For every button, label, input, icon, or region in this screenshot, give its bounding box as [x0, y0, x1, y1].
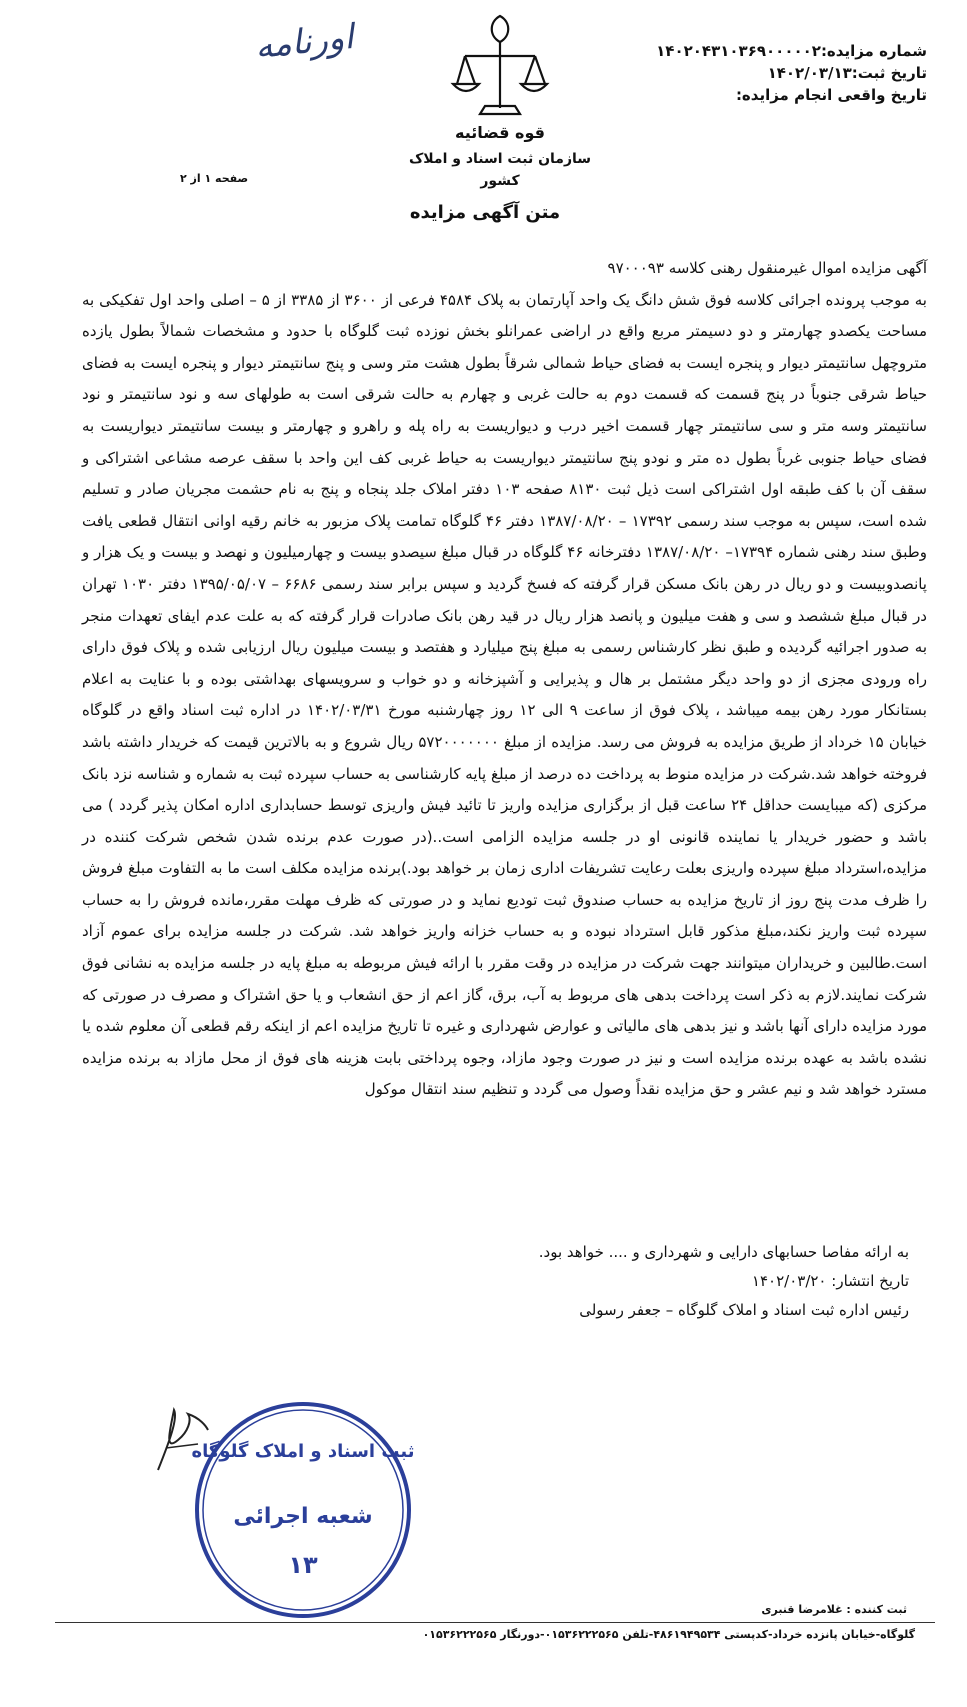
typist-note: ثبت کننده : غلامرضا قنبری	[761, 1603, 907, 1616]
office-stamp	[188, 1395, 418, 1625]
notice-body	[82, 253, 927, 1106]
page-number: صفحه ۱ از ۲	[180, 172, 249, 185]
stamp-line-1: ثبت اسناد و املاک گلوگاه	[191, 1441, 415, 1462]
publication-date-row	[82, 1267, 909, 1296]
notice-heading: آگهی مزایده اموال غیرمنقول رهنی کلاسه ۹۷۰۰۰۹۳	[607, 259, 927, 277]
document-title: متن آگهی مزایده	[409, 202, 561, 223]
footer-divider	[55, 1622, 935, 1623]
emblem-text: قوه قضائیه	[454, 123, 546, 142]
registration-date: ۱۴۰۲/۰۳/۱۳	[767, 64, 852, 82]
actual-date-label: تاریخ واقعی انجام مزایده:	[735, 86, 927, 104]
judiciary-emblem-icon	[445, 10, 555, 160]
handwritten-note: اورنامه	[253, 16, 356, 68]
auction-number-label: شماره مزایده:	[820, 42, 927, 60]
stamp-line-3: ۱۳	[288, 1551, 318, 1579]
registration-date-label: تاریخ ثبت:	[851, 64, 927, 82]
notice-closing	[82, 1238, 909, 1325]
closing-line: به ارائه مفاصا حسابهای دارایی و شهرداری و .... خواهد بود.	[538, 1243, 909, 1261]
auction-number: ۱۴۰۲۰۴۳۱۰۳۶۹۰۰۰۰۰۲	[656, 42, 821, 60]
registration-date-row	[627, 62, 927, 84]
publication-date-label: تاریخ انتشار:	[831, 1272, 909, 1290]
auction-meta	[627, 40, 927, 106]
signatory: رئیس اداره ثبت اسناد و املاک گلوگاه – جعفر رسولی	[579, 1301, 909, 1319]
footer-address: گلوگاه-خیابان پانزده خرداد-کدپستی ۴۸۶۱۹۴۹۵۳۴-تلفن ۰۱۵۳۶۲۲۲۵۶۵-دورنگار ۰۱۵۳۶۲۲۲۵۶۵	[422, 1628, 915, 1641]
notice-paragraph: به موجب پرونده اجرائی کلاسه فوق شش دانگ یک واحد آپارتمان به پلاک ۴۵۸۴ فرعی از ۳۶۰۰ از ۳۳۸۵ از ۵ – اصلی واحد اول تفکیکی به مساحت یکصدو چهارمتر و دو دسیمتر مربع واقع در اراضی عمرانلو بخش نوزده ثبت گلوگاه با حدود و مشخصات شمالاً بطول یازده متروچهل سانتیمتر دیوار و پنجره ایست به فضای حیاط شمالی شرقاً بطول هشت متر وسی و پنج سانتیمتر دیوار و پنجره ایست به فضای حیاط شرقی جنوباً در پنج قسمت که قسمت دوم به حالت غربی و چهارم به حالت شرقی است به طولهای سه و نود سانتیمتر و نود سانتیمتر وسه متر و سی سانتیمتر چهار قسمت اخیر درب و دیواریست به راه پله و راهرو و چهارمتر و بیست سانتیمتر دیواریست به فضای حیاط جنوبی غرباً بطول ده متر و نودو پنج سانتیمتر دیواریست به حیاط غربی کف این واحد با سقف عرصه مشاعی اشتراکی و سقف آن با کف طبقه اول اشتراکی است ذیل ثبت ۸۱۳۰ صفحه ۱۰۳ دفتر املاک جلد پنجاه و پنج به نام حشمت مجریان صادر و تسلیم شده است، سپس به موجب سند رسمی ۱۷۳۹۲ – ۱۳۸۷/۰۸/۲۰ دفتر ۴۶ گلوگاه تمامت پلاک مزبور به خانم رقیه اوانی انتقال قطعی یافت وطبق سند رهنی شماره ۱۷۳۹۴– ۱۳۸۷/۰۸/۲۰ دفترخانه ۴۶ گلوگاه در قبال مبلغ سیصدو بیست و چهارمیلیون و نهصد و بیست و یک هزار و پانصدوبیست و دو ریال در رهن بانک مسکن قرار گرفته که فسخ گردید و سپس برابر سند رسمی ۶۶۸۶ – ۱۳۹۵/۰۵/۰۷ دفتر ۱۰۳۰ تهران در قبال مبلغ ششصد و سی و هفت میلیون و پانصد هزار ریال در قید رهن بانک صادرات قرار گرفته که به علت عدم ایفای تعهدات منجر به صدور اجرائیه گردیده و طبق نظر کارشناس رسمی به مبلغ پنج میلیارد و هفتصد و بیست میلیون ریال ارزیابی شده و پلاک فوق دارای راه ورودی مجزی از دو واحد دیگر مشتمل بر هال و پذیرایی و آشپزخانه و دو خواب و سرویسهای بهداشتی بوده و با عنایت به اعلام بستانکار مورد رهن بیمه میباشد ، پلاک فوق از ساعت ۹ الی ۱۲ روز چهارشنبه مورخ ۱۴۰۲/۰۳/۳۱ در اداره ثبت اسناد واقع در گلوگاه خیابان ۱۵ خرداد از طریق مزایده به فروش می رسد. مزایده از مبلغ ۵۷۲۰۰۰۰۰۰۰ ریال شروع و به بالاترین قیمت که خریدار داشته باشد فروخته خواهد شد.شرکت در مزایده منوط به پرداخت ده درصد از مبلغ پایه کارشناسی به حساب سپرده ثبت به شماره و شناسه نزد بانک مرکزی (که میبایست حداقل ۲۴ ساعت قبل از برگزاری مزایده واریز تا تائید فیش واریزی توسط حسابداری اداره امکان پذیر گردد ) می باشد و حضور خریدار یا نماینده قانونی او در جلسه مزایده الزامی است..(در صورت عدم برنده شدن شخص شرکت کننده در مزایده،استرداد مبلغ سپرده واریزی بعلت رعایت تشریفات اداری زمان بر خواهد بود.)برنده مزایده مکلف است ما به التفاوت مبلغ فروش را ظرف مدت پنج روز از تاریخ مزایده به حساب صندوق ثبت تودیع نماید و در صورتی که ظرف مهلت مقرر،مانده فروش را به حساب سپرده ثبت واریز نکند،مبلغ مذکور قابل استرداد نبوده و به حساب خزانه واریز خواهد شد. شرکت در جلسه مزایده برای عموم آزاد است.طالبین و خریداران میتوانند جهت شرکت در مزایده در وقت مقرر با ارائه فیش مربوطه به مبلغ پایه در جلسه مزایده به نشانی فوق شرکت نمایند.لازم به ذکر است پرداخت بدهی های مربوط به آب، برق، گاز اعم از حق انشعاب و یا حق اشتراک و مصرف در صورتی که مورد مزایده دارای آنها باشد و نیز بدهی های مالیاتی و عوارض شهرداری و غیره تا تاریخ مزایده اعم از اینکه رقم قطعی آن معلوم شده یا نشده باشد به عهده برنده مزایده است و نیز در صورت وجود مازاد، وجوه پرداختی بابت هزینه های فوق از محل مازاد به برنده مزایده مسترد خواهد شد و نیم عشر و حق مزایده نقداً وصول می گردد و تنظیم سند انتقال موکول	[82, 290, 927, 1099]
publication-date: ۱۴۰۲/۰۳/۲۰	[751, 1272, 827, 1290]
stamp-line-2: شعبه اجرائی	[233, 1504, 373, 1529]
actual-date-row	[627, 84, 927, 106]
auction-number-row	[627, 40, 927, 62]
organization-name: سازمان ثبت اسناد و املاک کشور	[408, 151, 592, 189]
